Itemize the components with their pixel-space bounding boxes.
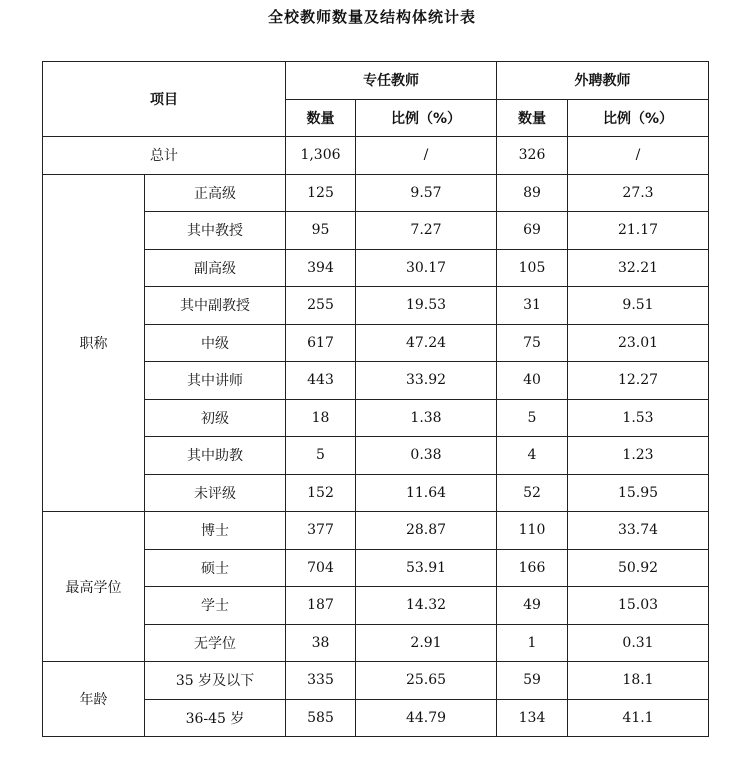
- teacher-stats-table: [42, 61, 709, 737]
- fulltime-ratio-cell: 7.27: [356, 212, 497, 250]
- external-count-cell: 40: [497, 362, 568, 400]
- external-ratio-cell: 9.51: [568, 287, 709, 325]
- external-count-cell: 4: [497, 437, 568, 475]
- row-label: 硕士: [145, 549, 286, 587]
- row-label: 其中教授: [145, 212, 286, 250]
- group-label: 职称: [43, 174, 145, 512]
- table-row: [43, 512, 709, 550]
- fulltime-count-cell: 95: [286, 212, 356, 250]
- external-count-cell: 59: [497, 662, 568, 700]
- fulltime-count-cell: 152: [286, 474, 356, 512]
- fulltime-ratio-cell: 9.57: [356, 174, 497, 212]
- total-fulltime-ratio: /: [356, 137, 497, 175]
- external-count-cell: 1: [497, 624, 568, 662]
- fulltime-count-cell: 704: [286, 549, 356, 587]
- external-count-cell: 110: [497, 512, 568, 550]
- fulltime-count-cell: 187: [286, 587, 356, 625]
- row-label: 36-45 岁: [145, 699, 286, 737]
- external-ratio-cell: 27.3: [568, 174, 709, 212]
- group-label: 年龄: [43, 662, 145, 737]
- header-external-ratio: 比例（%）: [568, 99, 709, 137]
- header-fulltime-ratio: 比例（%）: [356, 99, 497, 137]
- header-row-1: [43, 62, 709, 100]
- external-ratio-cell: 1.23: [568, 437, 709, 475]
- row-label: 其中助教: [145, 437, 286, 475]
- row-label: 博士: [145, 512, 286, 550]
- fulltime-count-cell: 38: [286, 624, 356, 662]
- table-row: [43, 662, 709, 700]
- header-item: 项目: [43, 62, 286, 137]
- fulltime-count-cell: 394: [286, 249, 356, 287]
- fulltime-ratio-cell: 25.65: [356, 662, 497, 700]
- fulltime-ratio-cell: 47.24: [356, 324, 497, 362]
- external-count-cell: 49: [497, 587, 568, 625]
- row-label: 其中讲师: [145, 362, 286, 400]
- fulltime-ratio-cell: 1.38: [356, 399, 497, 437]
- fulltime-count-cell: 335: [286, 662, 356, 700]
- total-external-count: 326: [497, 137, 568, 175]
- external-ratio-cell: 50.92: [568, 549, 709, 587]
- table-row: [43, 174, 709, 212]
- fulltime-count-cell: 617: [286, 324, 356, 362]
- fulltime-ratio-cell: 2.91: [356, 624, 497, 662]
- external-count-cell: 75: [497, 324, 568, 362]
- fulltime-ratio-cell: 11.64: [356, 474, 497, 512]
- table-title: 全校教师数量及结构体统计表: [267, 8, 476, 26]
- fulltime-count-cell: 5: [286, 437, 356, 475]
- external-count-cell: 31: [497, 287, 568, 325]
- external-ratio-cell: 41.1: [568, 699, 709, 737]
- fulltime-ratio-cell: 19.53: [356, 287, 497, 325]
- row-label: 无学位: [145, 624, 286, 662]
- fulltime-count-cell: 255: [286, 287, 356, 325]
- row-label: 学士: [145, 587, 286, 625]
- external-ratio-cell: 15.95: [568, 474, 709, 512]
- header-external-count: 数量: [497, 99, 568, 137]
- external-ratio-cell: 23.01: [568, 324, 709, 362]
- external-count-cell: 105: [497, 249, 568, 287]
- fulltime-ratio-cell: 30.17: [356, 249, 497, 287]
- external-count-cell: 5: [497, 399, 568, 437]
- fulltime-ratio-cell: 14.32: [356, 587, 497, 625]
- fulltime-ratio-cell: 33.92: [356, 362, 497, 400]
- total-external-ratio: /: [568, 137, 709, 175]
- row-label: 副高级: [145, 249, 286, 287]
- fulltime-count-cell: 125: [286, 174, 356, 212]
- row-label: 中级: [145, 324, 286, 362]
- external-ratio-cell: 1.53: [568, 399, 709, 437]
- row-label: 初级: [145, 399, 286, 437]
- total-label: 总计: [43, 137, 286, 175]
- fulltime-ratio-cell: 53.91: [356, 549, 497, 587]
- external-ratio-cell: 15.03: [568, 587, 709, 625]
- row-label: 35 岁及以下: [145, 662, 286, 700]
- fulltime-count-cell: 585: [286, 699, 356, 737]
- external-count-cell: 166: [497, 549, 568, 587]
- external-ratio-cell: 32.21: [568, 249, 709, 287]
- header-fulltime: 专任教师: [286, 62, 497, 100]
- row-label: 其中副教授: [145, 287, 286, 325]
- external-ratio-cell: 21.17: [568, 212, 709, 250]
- row-label: 未评级: [145, 474, 286, 512]
- total-row: [43, 137, 709, 175]
- fulltime-ratio-cell: 0.38: [356, 437, 497, 475]
- fulltime-ratio-cell: 28.87: [356, 512, 497, 550]
- fulltime-count-cell: 18: [286, 399, 356, 437]
- row-label: 正高级: [145, 174, 286, 212]
- fulltime-count-cell: 377: [286, 512, 356, 550]
- fulltime-count-cell: 443: [286, 362, 356, 400]
- external-count-cell: 89: [497, 174, 568, 212]
- fulltime-ratio-cell: 44.79: [356, 699, 497, 737]
- header-external: 外聘教师: [497, 62, 709, 100]
- external-ratio-cell: 0.31: [568, 624, 709, 662]
- external-count-cell: 134: [497, 699, 568, 737]
- external-ratio-cell: 12.27: [568, 362, 709, 400]
- header-fulltime-count: 数量: [286, 99, 356, 137]
- external-count-cell: 69: [497, 212, 568, 250]
- total-fulltime-count: 1,306: [286, 137, 356, 175]
- external-count-cell: 52: [497, 474, 568, 512]
- external-ratio-cell: 18.1: [568, 662, 709, 700]
- external-ratio-cell: 33.74: [568, 512, 709, 550]
- group-label: 最高学位: [43, 512, 145, 662]
